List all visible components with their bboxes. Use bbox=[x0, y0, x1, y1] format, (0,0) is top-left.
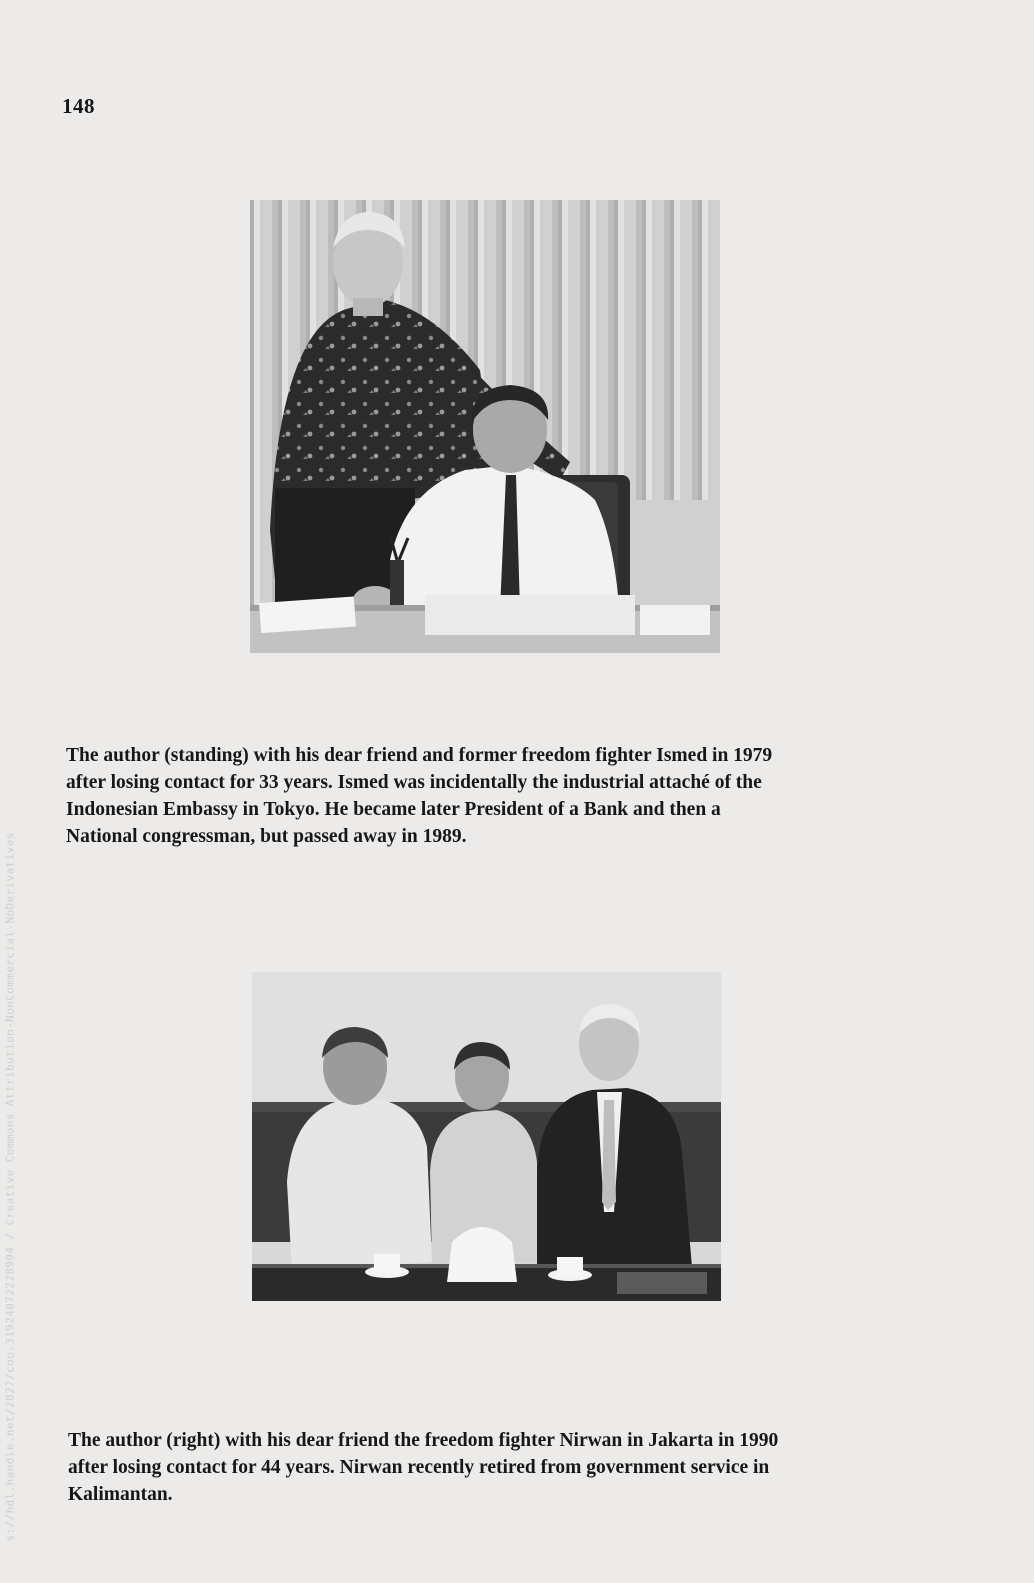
photo-sofa-group bbox=[252, 972, 721, 1301]
caption-line: National congressman, but passed away in 1989. bbox=[66, 826, 467, 847]
side-watermark: s://hdl.handle.net/2027/coo.31924072228994 / Creative Commons Attribution-NonCommercial-NoDerivatives bbox=[3, 832, 17, 1542]
caption-line: The author (right) with his dear friend the freedom fighter Nirwan in Jakarta in 1990 bbox=[68, 1430, 779, 1451]
page-number: 148 bbox=[62, 94, 95, 118]
caption-line: after losing contact for 33 years. Ismed was incidentally the industrial attaché of the bbox=[66, 772, 762, 793]
caption-line: Indonesian Embassy in Tokyo. He became later President of a Bank and then a bbox=[66, 799, 721, 820]
caption-line: The author (standing) with his dear friend and former freedom fighter Ismed in 1979 bbox=[66, 745, 773, 766]
caption-photo-sofa bbox=[68, 1427, 948, 1508]
caption-line: after losing contact for 44 years. Nirwan recently retired from government service in bbox=[68, 1457, 770, 1478]
caption-photo-office bbox=[66, 742, 946, 850]
photo-office-portrait bbox=[250, 200, 720, 653]
caption-line: Kalimantan. bbox=[68, 1484, 173, 1505]
